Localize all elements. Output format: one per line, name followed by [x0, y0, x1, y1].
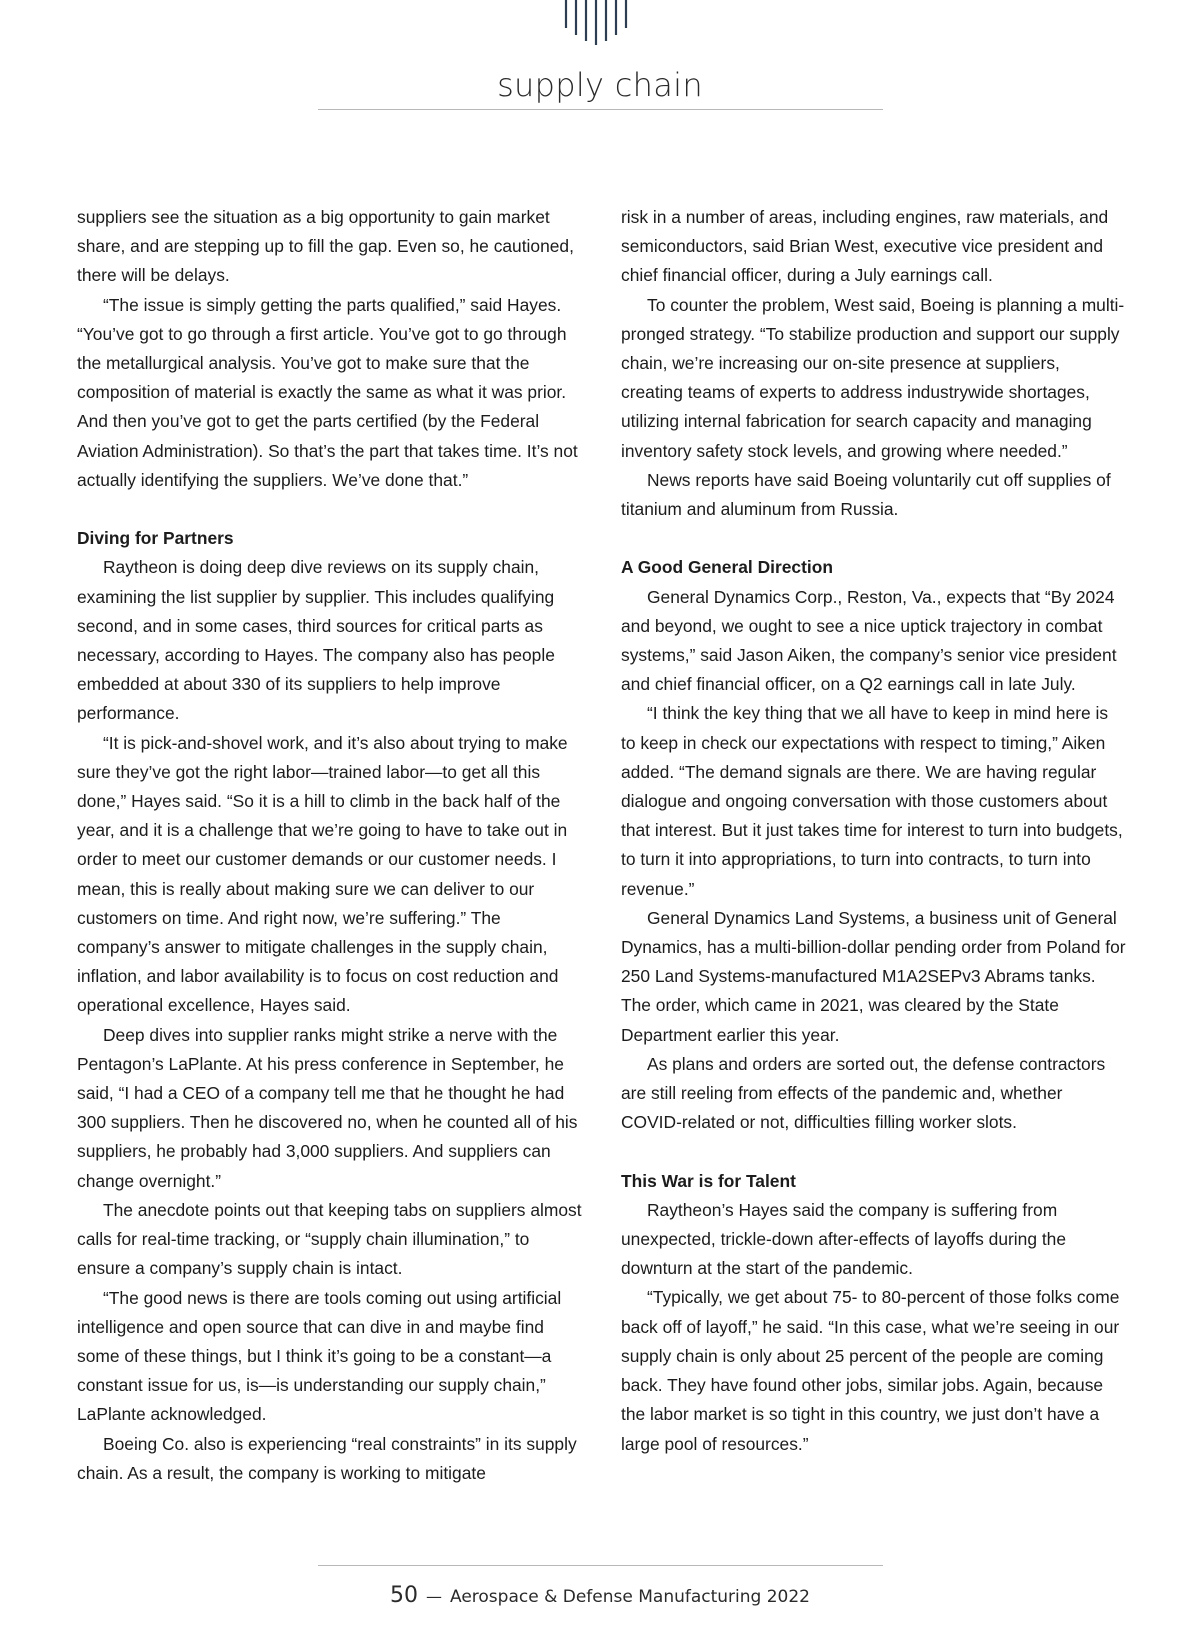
subheading: This War is for Talent [621, 1170, 796, 1191]
paragraph: “I think the key thing that we all have to keep in mind here is to keep in check our expectations with respect to timing,” Aiken added. “The demand signals are there. We are having regular dialogue and ongoing conversation with those customers about that interest. But it just takes time for interest to turn into budgets, to turn it into appropriations, to turn into contracts, to turn into revenue.” [621, 703, 1123, 899]
publication-name: Aerospace & Defense Manufacturing 2022 [450, 1587, 810, 1607]
paragraph: Raytheon’s Hayes said the company is suffering from unexpected, trickle-down after-effects of layoffs during the downturn at the start of the pandemic. [621, 1199, 1066, 1279]
paragraph: To counter the problem, West said, Boeing is planning a multi-pronged strategy. “To stabilize production and support our supply chain, we’re increasing our on-site presence at suppliers, creating teams of experts to address industrywide shortages, utilizing internal fabrication for search capacity and managing inventory safety stock levels, and growing where needed.” [621, 294, 1125, 461]
subheading: A Good General Direction [621, 557, 833, 578]
paragraph: The anecdote points out that keeping tabs on suppliers almost calls for real-time tracking, or “supply chain illumination,” to ensure a company’s supply chain is intact. [77, 1199, 582, 1279]
paragraph: As plans and orders are sorted out, the defense contractors are still reeling from effects of the pandemic and, whether COVID-related or not, difficulties filling worker slots. [621, 1053, 1106, 1133]
paragraph: suppliers see the situation as a big opportunity to gain market share, and are stepping up to fill the gap. Even so, he cautioned, there will be delays. [77, 207, 574, 286]
paragraph: Deep dives into supplier ranks might strike a nerve with the Pentagon’s LaPlante. At his press conference in September, he said, “I had a CEO of a company tell me that he thought he had 300 suppliers. Then he discovered no, when he counted all of his suppliers, he probably had 3,000 suppliers. And suppliers can change overnight.” [77, 1024, 578, 1191]
paragraph: Raytheon is doing deep dive reviews on its supply chain, examining the list supplier by supplier. This includes qualifying second, and in some cases, third sources for critical parts as necessary, according to Hayes. The company also has people embedded at about 330 of its suppliers to help improve performance. [77, 557, 555, 724]
paragraph: General Dynamics Corp., Reston, Va., expects that “By 2024 and beyond, we ought to see a nice uptick trajectory in combat systems,” said Jason Aiken, the company’s senior vice president and chief financial officer, on a Q2 earnings call in late July. [621, 586, 1117, 695]
paragraph: “Typically, we get about 75- to 80-percent of those folks come back off of layoff,” he said. “In this case, what we’re seeing in our supply chain is only about 25 percent of the people are coming back. They have found other jobs, similar jobs. Again, because the labor market is so tight in this country, we just don’t have a large pool of resources.” [621, 1287, 1120, 1454]
right-column [621, 203, 1126, 1459]
page-number: 50 [390, 1583, 418, 1608]
paragraph: “The issue is simply getting the parts qualified,” said Hayes. “You’ve got to go through a first article. You’ve got to go through the metallurgical analysis. You’ve got to make sure that the composition of material is exactly the same as what it was prior. And then you’ve got to get the parts certified (by the Federal Aviation Administration). So that’s the part that takes time. It’s not actually identifying the suppliers. We’ve done that.” [77, 294, 578, 490]
footer-separator: — [426, 1587, 442, 1606]
left-column [77, 203, 587, 1488]
paragraph: “It is pick-and-shovel work, and it’s also about trying to make sure they’ve got the right labor—trained labor—to get all this done,” Hayes said. “So it is a hill to climb in the back half of the year, and it is a challenge that we’re going to have to take out in order to meet our customer demands or our customer needs. I mean, this is really about making sure we can deliver to our customers on time. And right now, we’re suffering.” The company’s answer to mitigate challenges in the supply chain, inflation, and labor availability is to focus on cost reduction and operational excellence, Hayes said. [77, 732, 568, 1016]
paragraph: risk in a number of areas, including engines, raw materials, and semiconductors, said Brian West, executive vice president and chief financial officer, during a July earnings call. [621, 207, 1109, 286]
header-divider [318, 109, 883, 110]
paragraph: “The good news is there are tools coming out using artificial intelligence and open source that can dive in and maybe find some of these things, but I think it’s going to be a constant—a constant issue for us, is—is understanding our supply chain,” LaPlante acknowledged. [77, 1287, 562, 1425]
section-title: supply chain [497, 66, 703, 104]
paragraph: Boeing Co. also is experiencing “real constraints” in its supply chain. As a result, the company is working to mitigate [77, 1433, 577, 1483]
paragraph: News reports have said Boeing voluntarily cut off supplies of titanium and aluminum from Russia. [621, 469, 1111, 520]
footer-divider [318, 1565, 883, 1566]
header-decorative-lines-icon [562, 0, 642, 46]
paragraph: General Dynamics Land Systems, a business unit of General Dynamics, has a multi-billion-dollar pending order from Poland for 250 Land Systems-manufactured M1A2SEPv3 Abrams tanks. The order, which came in 2021, was cleared by the State Department earlier this year. [621, 907, 1126, 1045]
subheading: Diving for Partners [77, 528, 234, 549]
page-footer [0, 1583, 1200, 1608]
